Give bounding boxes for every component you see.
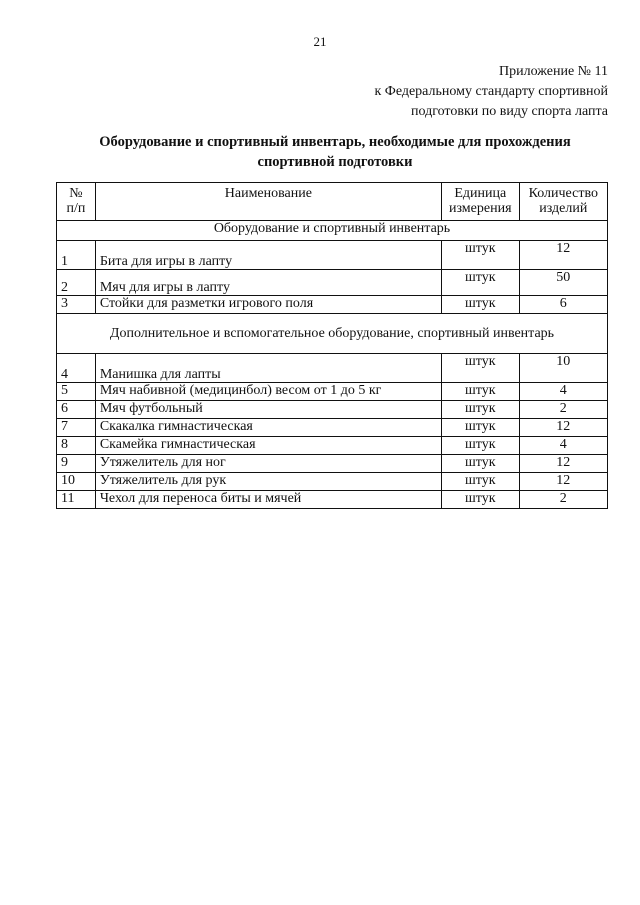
item-quantity: 10 — [519, 354, 607, 383]
item-quantity: 12 — [519, 241, 607, 270]
row-number: 5 — [57, 383, 96, 401]
item-name: Манишка для лапты — [95, 354, 441, 383]
appendix-line-1: Приложение № 11 — [499, 64, 608, 79]
header-qty: Количество изделий — [519, 183, 607, 221]
page-number: 21 — [313, 34, 327, 49]
row-number: 2 — [57, 270, 96, 296]
row-number: 1 — [57, 241, 96, 270]
row-number: 7 — [57, 419, 96, 437]
table-row — [57, 437, 608, 455]
table-row — [57, 354, 608, 383]
title-line-2: спортивной подготовки — [257, 154, 413, 170]
item-unit: штук — [441, 241, 519, 270]
table-row — [57, 241, 608, 270]
item-unit: штук — [441, 270, 519, 296]
item-quantity: 50 — [519, 270, 607, 296]
item-name: Утяжелитель для рук — [95, 473, 441, 491]
table-row — [57, 419, 608, 437]
item-quantity: 2 — [519, 401, 607, 419]
equipment-table — [56, 182, 608, 509]
appendix-header — [308, 62, 608, 122]
item-quantity: 2 — [519, 491, 607, 509]
item-name: Утяжелитель для ног — [95, 455, 441, 473]
item-quantity: 6 — [519, 296, 607, 314]
row-number: 11 — [57, 491, 96, 509]
table-row — [57, 296, 608, 314]
title-line-1: Оборудование и спортивный инвентарь, необходимые для прохождения — [99, 134, 571, 150]
item-unit: штук — [441, 491, 519, 509]
item-quantity: 4 — [519, 383, 607, 401]
item-unit: штук — [441, 401, 519, 419]
row-number: 8 — [57, 437, 96, 455]
item-quantity: 12 — [519, 473, 607, 491]
row-number: 4 — [57, 354, 96, 383]
header-unit: Единица измерения — [441, 183, 519, 221]
item-name: Бита для игры в лапту — [95, 241, 441, 270]
header-name: Наименование — [95, 183, 441, 221]
table-row — [57, 383, 608, 401]
item-name: Скакалка гимнастическая — [95, 419, 441, 437]
document-title — [60, 132, 610, 172]
item-quantity: 12 — [519, 419, 607, 437]
item-unit: штук — [441, 473, 519, 491]
appendix-line-3: подготовки по виду спорта лапта — [410, 104, 608, 119]
header-num: № п/п — [57, 183, 96, 221]
table-row — [57, 473, 608, 491]
row-number: 10 — [57, 473, 96, 491]
row-number: 6 — [57, 401, 96, 419]
section-additional-equipment — [57, 314, 608, 354]
table-row — [57, 491, 608, 509]
item-quantity: 4 — [519, 437, 607, 455]
section-main-equipment-label: Оборудование и спортивный инвентарь — [57, 221, 608, 241]
table-row — [57, 270, 608, 296]
row-number: 9 — [57, 455, 96, 473]
item-name: Мяч набивной (медицинбол) весом от 1 до 5 кг — [95, 383, 441, 401]
item-quantity: 12 — [519, 455, 607, 473]
item-unit: штук — [441, 296, 519, 314]
item-name: Мяч футбольный — [95, 401, 441, 419]
section-main-equipment — [57, 221, 608, 241]
section-additional-equipment-label: Дополнительное и вспомогательное оборудование, спортивный инвентарь — [57, 314, 608, 354]
item-name: Мяч для игры в лапту — [95, 270, 441, 296]
item-unit: штук — [441, 437, 519, 455]
table-row — [57, 401, 608, 419]
item-name: Стойки для разметки игрового поля — [95, 296, 441, 314]
appendix-line-2: к Федеральному стандарту спортивной — [374, 84, 608, 99]
table-row — [57, 455, 608, 473]
equipment-table-body — [57, 183, 608, 509]
item-unit: штук — [441, 383, 519, 401]
row-number: 3 — [57, 296, 96, 314]
table-header-row — [57, 183, 608, 221]
item-name: Скамейка гимнастическая — [95, 437, 441, 455]
item-name: Чехол для переноса биты и мячей — [95, 491, 441, 509]
item-unit: штук — [441, 419, 519, 437]
item-unit: штук — [441, 354, 519, 383]
item-unit: штук — [441, 455, 519, 473]
